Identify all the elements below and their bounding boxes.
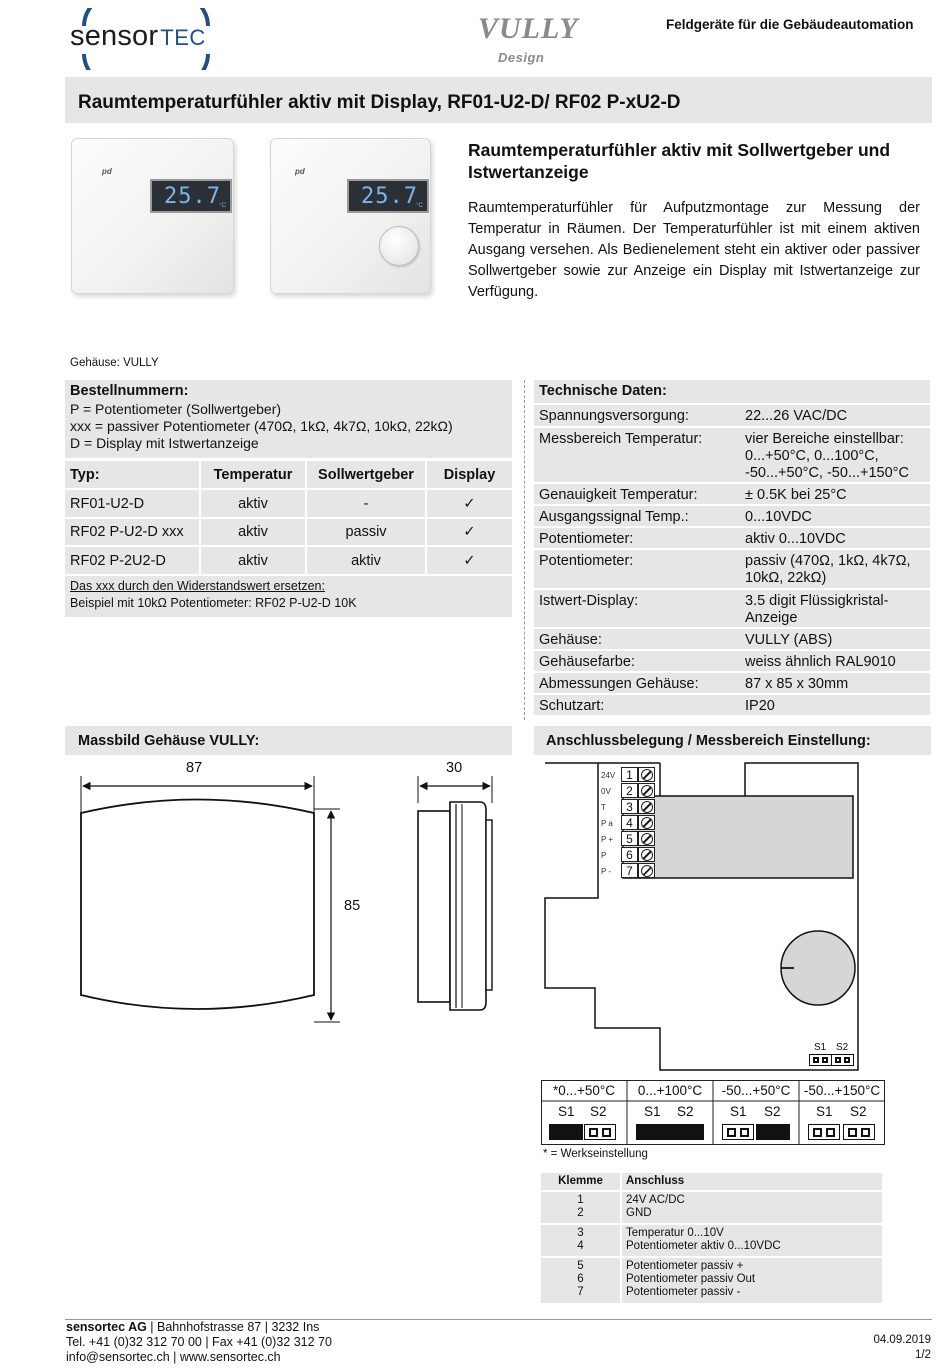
table-row-type: RF02 P-2U2-D — [65, 547, 199, 574]
jumper-closed-icon — [636, 1124, 670, 1140]
s2-label: S2 — [677, 1104, 694, 1119]
order-legend-line: P = Potentiometer (Sollwertgeber) — [70, 401, 282, 417]
pcb-s1-label: S1 — [814, 1042, 827, 1053]
terminal-number: 2 — [621, 783, 638, 798]
s1-label: S1 — [644, 1104, 661, 1119]
footer-page-number: 1/2 — [915, 1349, 931, 1361]
device-lcd: 25.7 °C — [150, 179, 232, 213]
tech-row: Genauigkeit Temperatur: ± 0.5K bei 25°C — [534, 484, 930, 504]
tech-row: Spannungsversorgung: 22...26 VAC/DC — [534, 405, 930, 426]
table-row-temperature: aktiv — [201, 490, 305, 517]
screw-terminal-icon — [638, 847, 655, 862]
tech-row: Ausgangssignal Temp.: 0...10VDC — [534, 506, 930, 526]
device-lcd: 25.7 °C — [347, 179, 429, 213]
housing-label: Gehäuse: VULLY — [70, 357, 159, 369]
tech-row: Istwert-Display: 3.5 digit Flüssigkristal-Anzeige — [534, 590, 930, 627]
jumper-open-icon — [584, 1124, 616, 1140]
tech-row: Potentiometer: passiv (470Ω, 1kΩ, 4k7Ω, 10kΩ, 22kΩ) — [534, 550, 930, 588]
intro-heading: Raumtemperaturfühler aktiv mit Sollwertgeber und Istwertanzeige — [468, 140, 891, 182]
checkmark-icon: ✓ — [427, 547, 512, 574]
display-col-header: Display — [427, 461, 512, 488]
terminal-number: 5 — [621, 831, 638, 846]
terminal-label: 0V — [601, 787, 611, 796]
order-note: Das xxx durch den Widerstandswert ersetzen: — [70, 579, 325, 593]
jumper-open-icon — [722, 1124, 754, 1140]
table-row: 5 6 7 Potentiometer passiv + Potentiometer passiv Out Potentiometer passiv - — [541, 1258, 882, 1303]
tech-row: Messbereich Temperatur: vier Bereiche einstellbar: 0...+50°C, 0...100°C, -50...+50°C, -50...+150°C — [534, 428, 930, 482]
terminal-label: P — [601, 851, 607, 860]
device-logo-icon: pd — [102, 167, 112, 176]
anschluss-col-header: Anschluss — [622, 1173, 882, 1190]
order-example: Beispiel mit 10kΩ Potentiometer: RF02 P-U2-D 10K — [70, 596, 357, 610]
type-col-header: Typ: — [65, 461, 199, 488]
terminal-label: 24V — [601, 771, 616, 780]
jumper-closed-icon — [756, 1124, 790, 1140]
table-row-setpoint: - — [307, 490, 425, 517]
logo-text: sensorTEC — [70, 20, 206, 52]
footer-contact[interactable]: info@sensortec.ch | www.sensortec.ch — [66, 1350, 281, 1364]
jumper-closed-icon — [670, 1124, 704, 1140]
table-row-type: RF01-U2-D — [65, 490, 199, 517]
header-tagline: Feldgeräte für die Gebäudeautomation — [666, 17, 914, 32]
range-option: *0...+50°C — [552, 1083, 616, 1098]
order-legend-line: D = Display mit Istwertanzeige — [70, 435, 259, 451]
s2-label: S2 — [850, 1104, 867, 1119]
terminal-number: 3 — [621, 799, 638, 814]
tech-row: Gehäuse: VULLY (ABS) — [534, 629, 930, 649]
table-row-type: RF02 P-U2-D xxx — [65, 519, 199, 545]
connection-section-title: Anschlussbelegung / Messbereich Einstellung: — [546, 733, 871, 749]
terminal-number: 6 — [621, 847, 638, 862]
terminal-table-header — [541, 1173, 882, 1190]
pcb-s2-label: S2 — [836, 1042, 849, 1053]
table-row-temperature: aktiv — [201, 547, 305, 574]
terminal-number: 4 — [621, 815, 638, 830]
footer-phone: Tel. +41 (0)32 312 70 00 | Fax +41 (0)32 312 70 — [66, 1335, 332, 1349]
tech-row: Schutzart: IP20 — [534, 695, 930, 715]
depth-dimension: 30 — [446, 760, 463, 776]
height-dimension: 85 — [344, 898, 361, 914]
product-image-rf02 — [270, 138, 431, 294]
klemme-col-header: Klemme — [541, 1173, 620, 1190]
setpoint-knob-icon — [379, 226, 419, 266]
table-row-setpoint: passiv — [307, 519, 425, 545]
screw-terminal-icon — [638, 863, 655, 878]
range-option: -50...+50°C — [721, 1083, 791, 1098]
table-row: 3 4 Temperatur 0...10V Potentiometer aktiv 0...10VDC — [541, 1225, 882, 1256]
s1-label: S1 — [730, 1104, 747, 1119]
brand-name: VULLY — [478, 12, 579, 45]
checkmark-icon: ✓ — [427, 490, 512, 517]
device-logo-icon: pd — [295, 167, 305, 176]
table-row-setpoint: aktiv — [307, 547, 425, 574]
jumper-open-icon — [808, 1124, 840, 1140]
terminal-number: 1 — [621, 767, 638, 782]
product-image-rf01 — [71, 138, 234, 294]
s1-label: S1 — [816, 1104, 833, 1119]
dimension-section-title: Massbild Gehäuse VULLY: — [78, 733, 260, 749]
s2-label: S2 — [590, 1104, 607, 1119]
terminal-label: P - — [601, 867, 612, 876]
tech-row: Potentiometer: aktiv 0...10VDC — [534, 528, 930, 548]
pcb-jumper-s2-icon — [831, 1054, 854, 1066]
terminal-number: 7 — [621, 863, 638, 878]
order-legend-line: xxx = passiver Potentiometer (470Ω, 1kΩ, 4k7Ω, 10kΩ, 22kΩ) — [70, 418, 453, 434]
tech-row: Gehäusefarbe: weiss ähnlich RAL9010 — [534, 651, 930, 671]
terminal-label: P a — [601, 819, 613, 828]
screw-terminal-icon — [638, 831, 655, 846]
setpoint-col-header: Sollwertgeber — [307, 461, 425, 488]
pcb-jumper-s1-icon — [809, 1054, 832, 1066]
s2-label: S2 — [764, 1104, 781, 1119]
pcb-diagram — [540, 758, 865, 1073]
jumper-open-icon — [843, 1124, 875, 1140]
tech-data-heading: Technische Daten: — [539, 383, 667, 399]
table-row: 1 2 24V AC/DC GND — [541, 1192, 882, 1223]
terminal-label: P + — [601, 835, 614, 844]
range-option: 0...+100°C — [637, 1083, 703, 1098]
screw-terminal-icon — [638, 767, 655, 782]
screw-terminal-icon — [638, 815, 655, 830]
intro-text: Raumtemperaturfühler für Aufputzmontage zur Messung der Temperatur in Räumen. Der Temperaturfühler ist mit einem aktiven Ausgang versehen. Als Bedienelement steht ein aktiver oder passiver Sollwertgeber sowie zur Anzeige ein Display mit Istwertanzeige zur Verfügung. — [468, 200, 920, 300]
footer-date: 04.09.2019 — [873, 1334, 931, 1346]
tech-row: Abmessungen Gehäuse: 87 x 85 x 30mm — [534, 673, 930, 693]
brand-subtitle: Design — [498, 50, 545, 65]
dimension-drawing — [70, 758, 510, 1028]
screw-terminal-icon — [638, 799, 655, 814]
range-option: -50...+150°C — [803, 1083, 881, 1098]
terminal-label: T — [601, 803, 606, 812]
factory-setting-note: * = Werkseinstellung — [543, 1148, 648, 1160]
jumper-closed-icon — [549, 1124, 583, 1140]
page-title: Raumtemperaturfühler aktiv mit Display, RF01-U2-D/ RF02 P-xU2-D — [78, 92, 681, 113]
footer-company: sensortec AG | Bahnhofstrasse 87 | 3232 Ins — [66, 1320, 320, 1334]
s1-label: S1 — [558, 1104, 575, 1119]
order-numbers-heading: Bestellnummern: — [70, 383, 189, 399]
screw-terminal-icon — [638, 783, 655, 798]
checkmark-icon: ✓ — [427, 519, 512, 545]
column-divider — [524, 380, 525, 720]
width-dimension: 87 — [186, 760, 203, 776]
table-row-temperature: aktiv — [201, 519, 305, 545]
temperature-col-header: Temperatur — [201, 461, 305, 488]
